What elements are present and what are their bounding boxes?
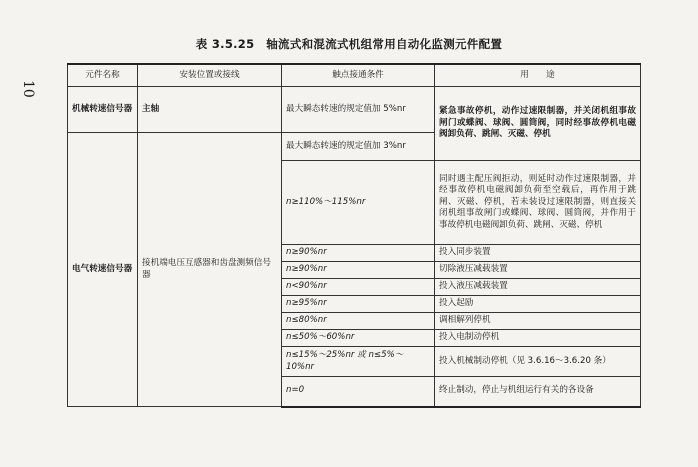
header-condition: 触点接通条件 [282, 64, 435, 87]
cell-condition: n≥90%nr [282, 245, 435, 262]
cell-name: 电气转速信号器 [68, 133, 138, 407]
cell-purpose: 切除液压减载装置 [435, 262, 641, 279]
monitoring-elements-table [67, 63, 641, 408]
cell-purpose: 投入电制动停机 [435, 330, 641, 347]
cell-condition: 最大瞬态转速的规定值加 3%nr [282, 133, 435, 161]
cell-condition: 最大瞬态转速的规定值加 5%nr [282, 87, 435, 133]
cell-condition: n≤80%nr [282, 313, 435, 330]
cell-condition: n<90%nr [282, 279, 435, 296]
cell-purpose: 紧急事故停机，动作过速限制器，并关闭机组事故闸门或蝶阀、球阀、圆筒阀，同时经事故停机电磁阀卸负荷、跳闸、灭磁、停机 [435, 87, 641, 161]
cell-purpose: 投入液压减载装置 [435, 279, 641, 296]
cell-purpose: 投入同步装置 [435, 245, 641, 262]
header-location: 安装位置或接线 [138, 64, 282, 87]
cell-condition: n≥90%nr [282, 262, 435, 279]
table-title: 表 3.5.25 轴流式和混流式机组常用自动化监测元件配置 [195, 37, 503, 51]
table-header-row [68, 64, 641, 87]
cell-condition: n≥95%nr [282, 296, 435, 313]
cell-purpose: 调相解列停机 [435, 313, 641, 330]
cell-condition: n≤50%～60%nr [282, 330, 435, 347]
table-row [68, 87, 641, 133]
cell-location: 主轴 [138, 87, 282, 133]
cell-purpose: 投入起励 [435, 296, 641, 313]
cell-name: 机械转速信号器 [68, 87, 138, 133]
cell-purpose: 投入机械制动停机（见 3.6.16～3.6.20 条） [435, 347, 641, 377]
header-purpose: 用 途 [435, 64, 641, 87]
cell-purpose: 终止制动，停止与机组运行有关的各设备 [435, 377, 641, 407]
cell-location: 接机端电压互感器和齿盘测频信号器 [138, 133, 282, 407]
cell-condition: n≤15%～25%nr 或 n≤5%～10%nr [282, 347, 435, 377]
page-number: 10 [20, 80, 36, 98]
cell-condition: n=0 [282, 377, 435, 407]
cell-condition: n≥110%～115%nr [282, 161, 435, 245]
cell-purpose: 同时遇主配压阀拒动，则延时动作过速限制器，并经事故停机电磁阀卸负荷至空载后，再作用于跳闸、灭磁、停机，若未装设过速限制器，则直接关闭机组事故闸门或蝶阀、球阀、圆筒阀，并作用于事故停机电磁阀卸负荷、跳闸、灭磁、停机 [435, 161, 641, 245]
header-name: 元件名称 [68, 64, 138, 87]
